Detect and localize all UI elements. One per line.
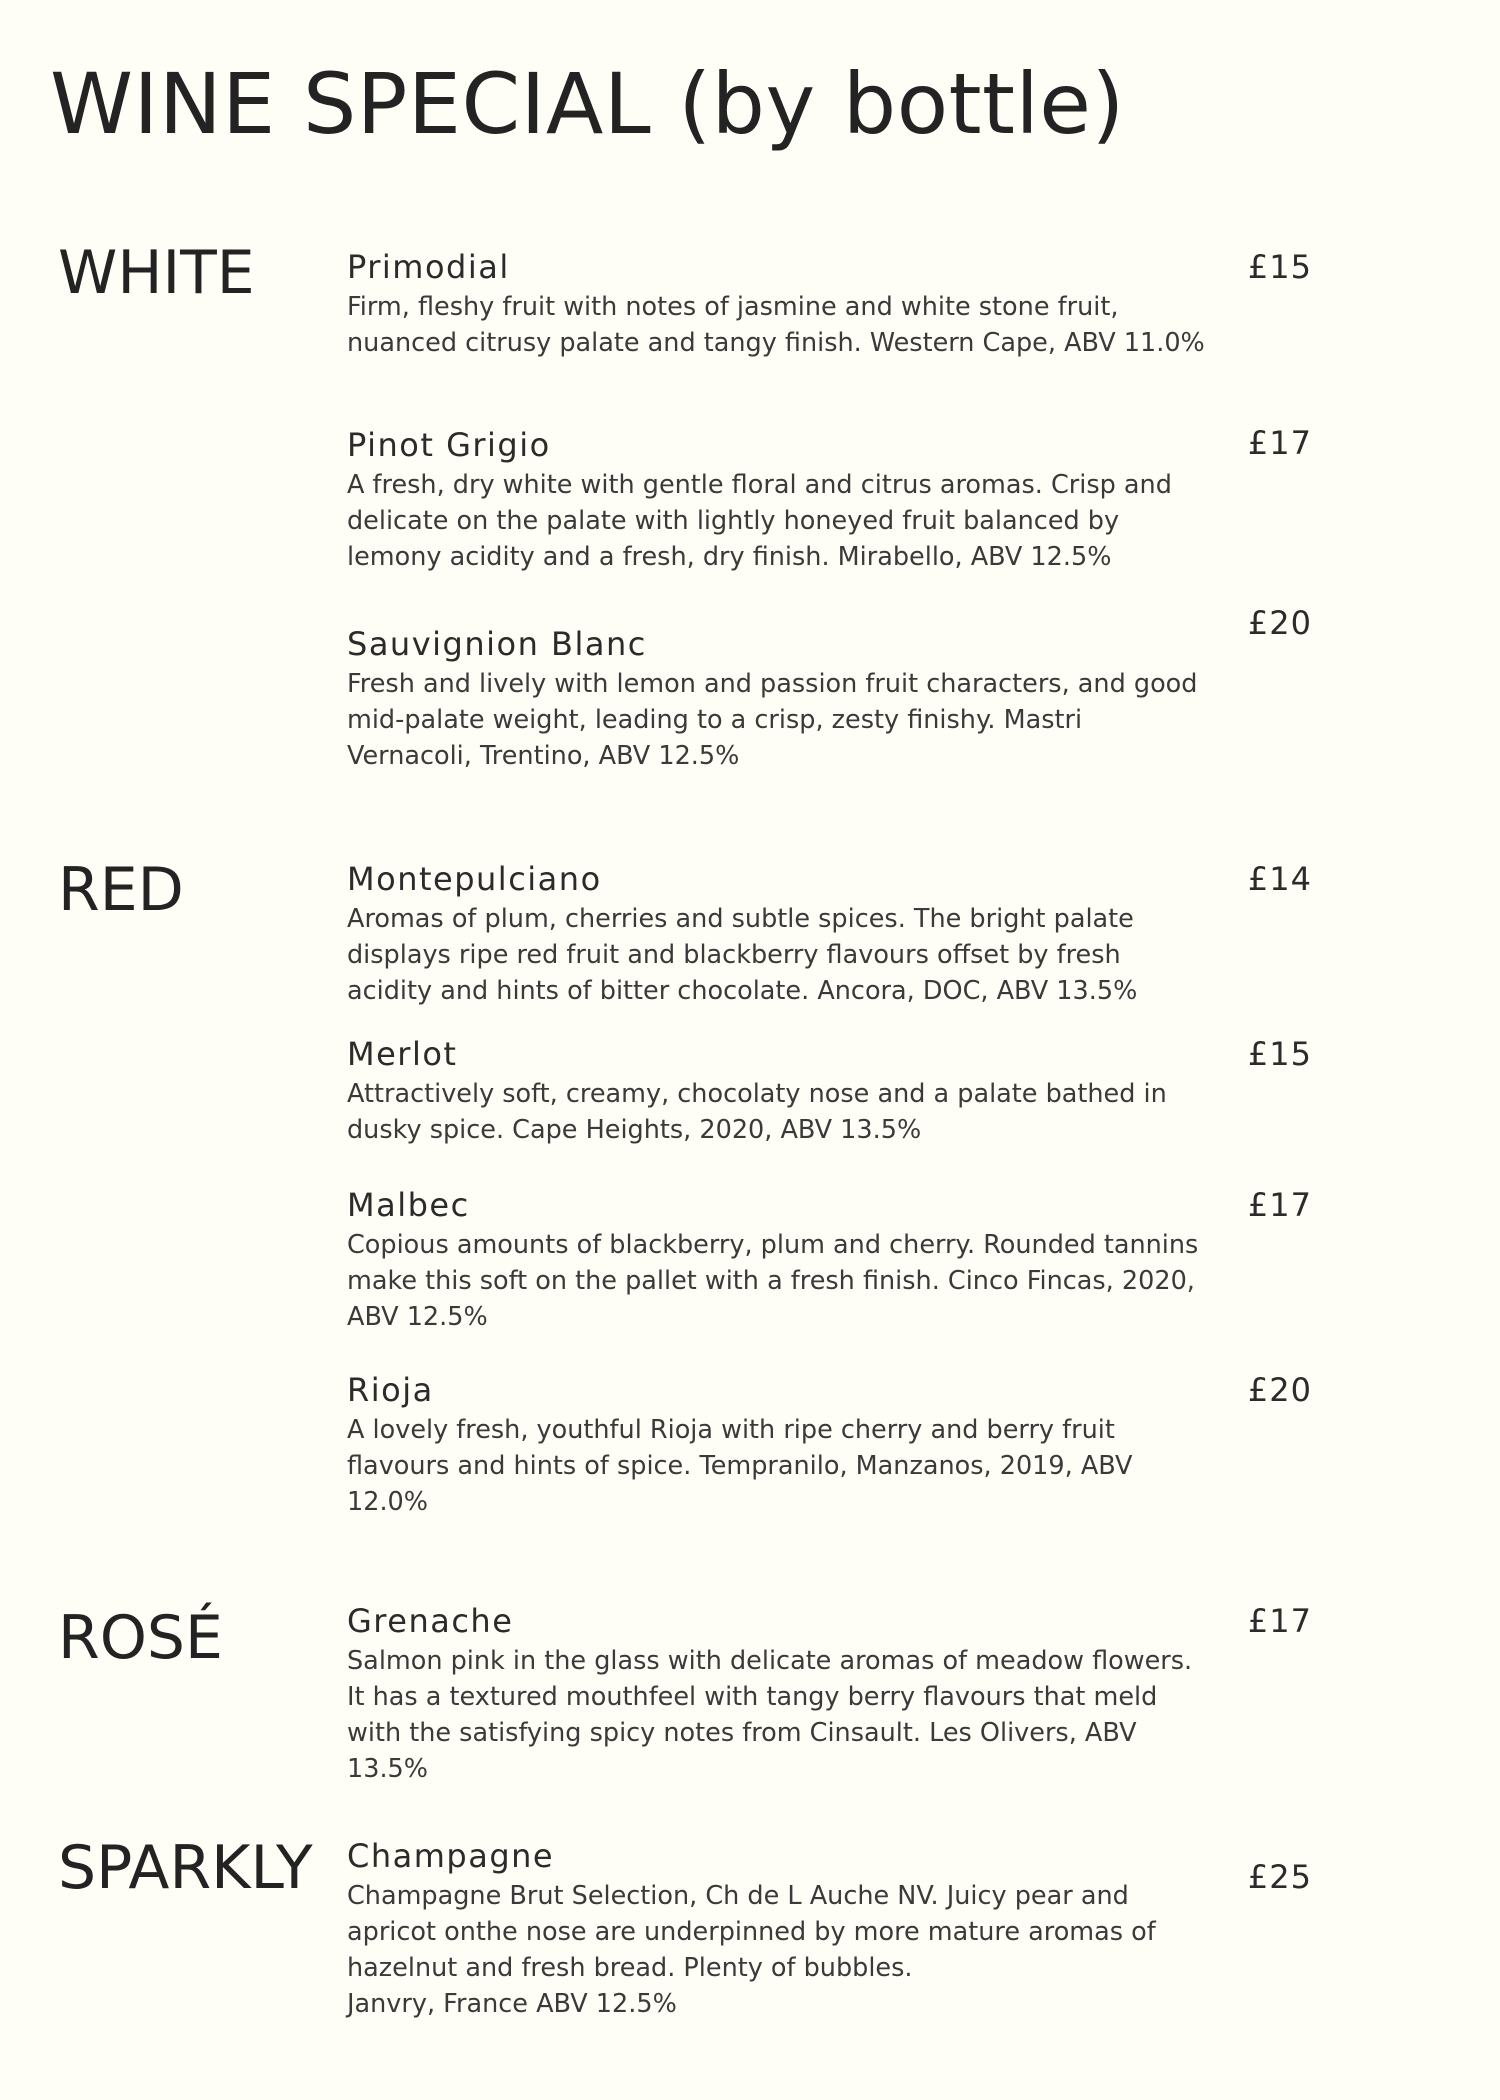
wine-description: Aromas of plum, cherries and subtle spices. The bright palate displays ripe red fruit and blackberry flavours offset by fresh acidity and hints of bitter chocolate. Ancora, DOC, ABV 13.5% xyxy=(347,904,1138,1007)
wine-name: Champagne xyxy=(347,1837,555,1875)
wine-price: £15 xyxy=(1247,1035,1312,1073)
wine-description: Firm, fleshy fruit with notes of jasmine and white stone fruit, nuanced citrusy palate and tangy finish. Western Cape, ABV 11.0% xyxy=(347,292,1205,359)
wine-description: Fresh and lively with lemon and passion fruit characters, and good mid-palate weight, leading to a crisp, zesty finishy. Mastri Vernacoli, Trentino, ABV 12.5% xyxy=(347,669,1198,772)
wine-description xyxy=(347,1878,1207,2022)
wine-item-pinot-grigio xyxy=(347,428,1217,575)
wine-item-montepulciano xyxy=(347,862,1217,1009)
wine-name: Malbec xyxy=(347,1186,470,1224)
wine-description: A lovely fresh, youthful Rioja with ripe cherry and berry fruit flavours and hints of spice. Tempranilo, Manzanos, 2019, ABV 12.0% xyxy=(347,1415,1133,1518)
wine-name: Rioja xyxy=(347,1371,434,1409)
wine-name: Pinot Grigio xyxy=(347,426,551,464)
wine-item-primodial xyxy=(347,250,1217,361)
wine-name: Primodial xyxy=(347,248,510,286)
wine-item-malbec xyxy=(347,1188,1217,1335)
wine-description: A fresh, dry white with gentle floral and citrus aromas. Crisp and delicate on the palate with lightly honeyed fruit balanced by lemony acidity and a fresh, dry finish. Mirabello, ABV 12.5% xyxy=(347,470,1172,573)
wine-price: £15 xyxy=(1247,248,1312,286)
wine-item-grenache xyxy=(347,1604,1217,1787)
wine-item-rioja xyxy=(347,1373,1217,1520)
page-title: WINE SPECIAL (by bottle) xyxy=(50,55,1125,153)
wine-price: £20 xyxy=(1247,1371,1312,1409)
wine-price: £25 xyxy=(1247,1858,1312,1896)
wine-description: Copious amounts of blackberry, plum and cherry. Rounded tannins make this soft on the pallet with a fresh finish. Cinco Fincas, 2020, ABV 12.5% xyxy=(347,1230,1199,1333)
section-heading-white: WHITE xyxy=(58,238,255,308)
wine-price: £20 xyxy=(1247,604,1312,642)
wine-price: £17 xyxy=(1247,424,1312,462)
section-heading-sparkly: SPARKLY xyxy=(58,1833,313,1903)
wine-price: £17 xyxy=(1247,1186,1312,1224)
wine-name: Grenache xyxy=(347,1602,514,1640)
wine-description: Salmon pink in the glass with delicate aromas of meadow flowers. It has a textured mouthfeel with tangy berry flavours that meld with the satisfying spicy notes from Cinsault. Les Olivers, ABV 13.5% xyxy=(347,1646,1193,1785)
section-heading-rose: ROSÉ xyxy=(58,1603,223,1673)
wine-price: £17 xyxy=(1247,1602,1312,1640)
wine-description-line: Janvry, France ABV 12.5% xyxy=(347,1989,677,2020)
wine-item-merlot xyxy=(347,1037,1217,1148)
wine-price: £14 xyxy=(1247,860,1312,898)
wine-name: Sauvignion Blanc xyxy=(347,625,647,663)
wine-name: Merlot xyxy=(347,1035,458,1073)
wine-name: Montepulciano xyxy=(347,860,602,898)
wine-item-sauvignion-blanc xyxy=(347,627,1217,774)
wine-description: Attractively soft, creamy, chocolaty nose and a palate bathed in dusky spice. Cape Heights, 2020, ABV 13.5% xyxy=(347,1079,1167,1146)
wine-item-champagne xyxy=(347,1839,1217,2022)
wine-description-line: Champagne Brut Selection, Ch de L Auche NV. Juicy pear and apricot onthe nose are underpinned by more mature aromas of hazelnut and fresh bread. Plenty of bubbles. xyxy=(347,1881,1156,1984)
section-heading-red: RED xyxy=(58,855,184,925)
